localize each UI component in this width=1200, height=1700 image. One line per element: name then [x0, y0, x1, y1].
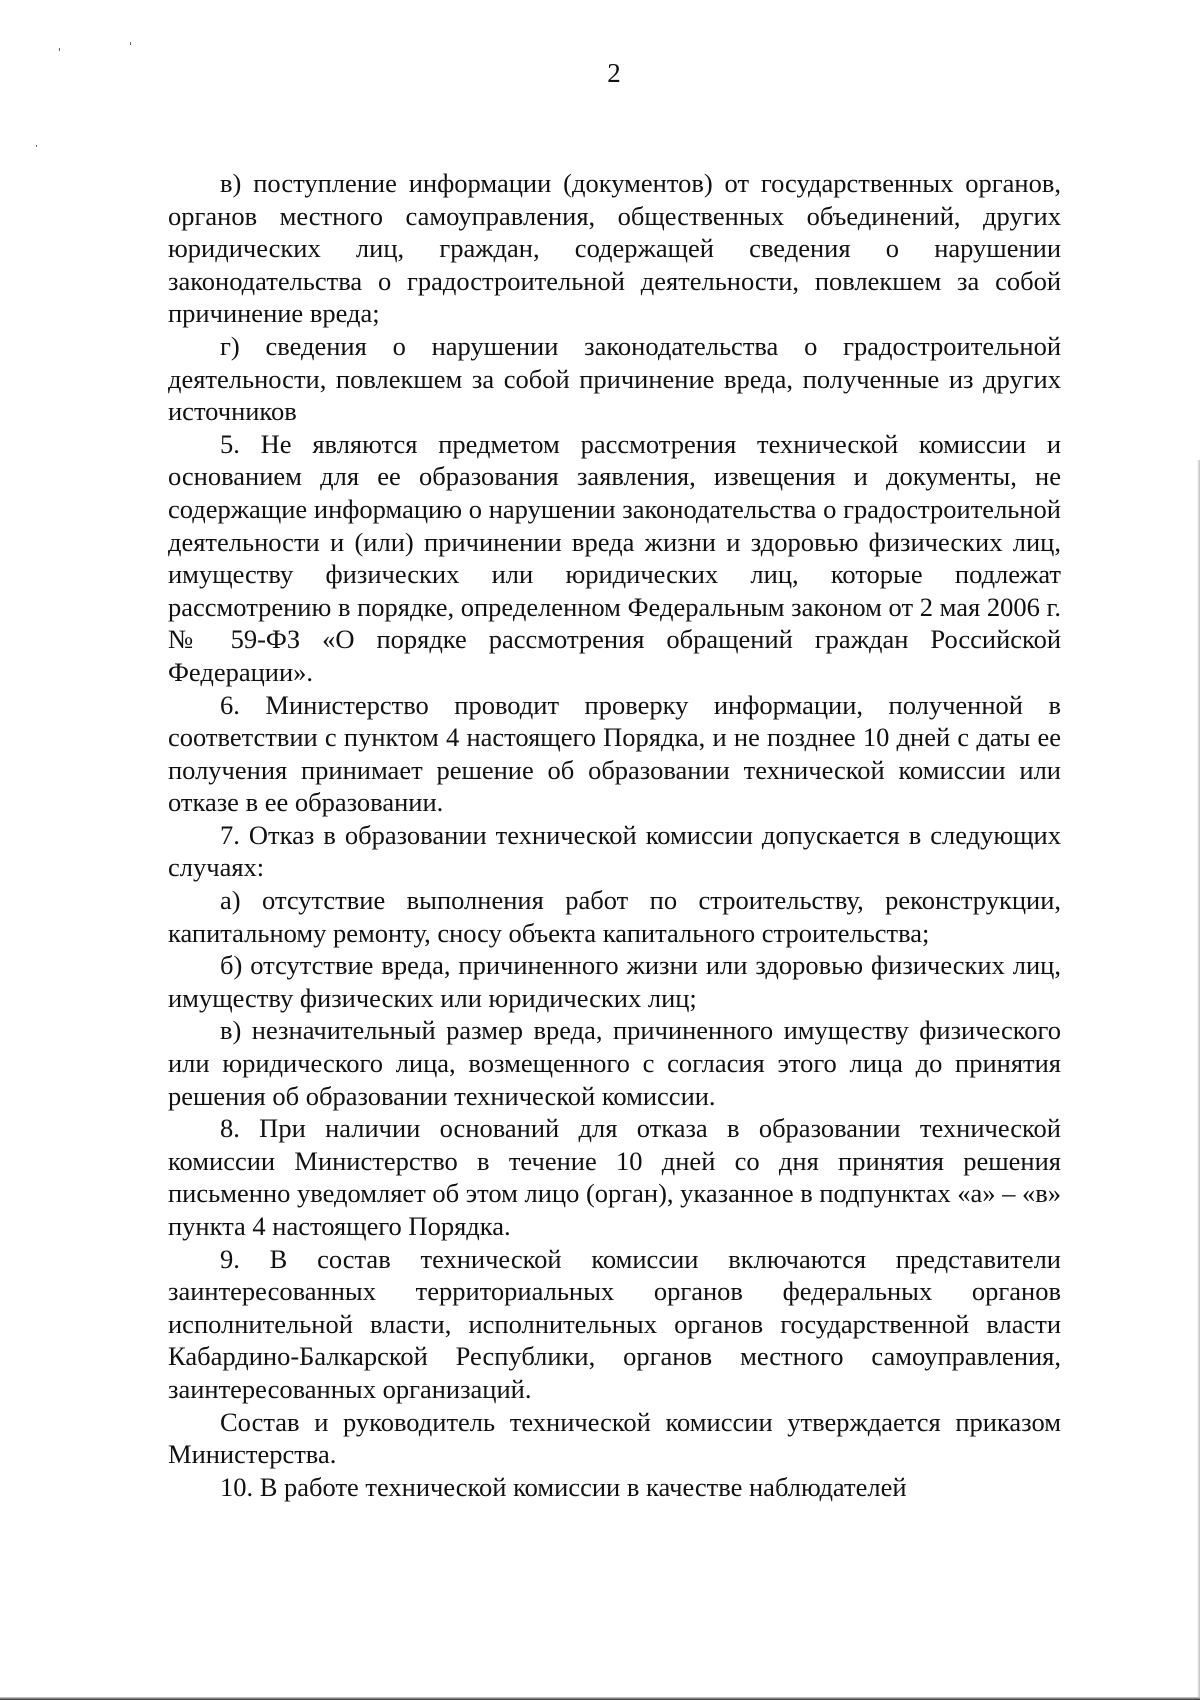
paragraph-4g: г) сведения о нарушении законодательства о градостроительной деятельности, повлекшем за собой причинение вреда, полученные из других источников: [168, 330, 1061, 427]
paragraph-5: 5. Не являются предметом рассмотрения технической комиссии и основанием для ее образования заявления, извещения и документы, не содержащие информацию о нарушении законодательства о градостроительной деятельности и (или) причинении вреда жизни и здоровью физических лиц, имуществу физических или юридических лиц, которые подлежат рассмотрению в порядке, определенном Федеральным законом от 2 мая 2006 г. № 59-ФЗ «О порядке рассмотрения обращений граждан Российской Федерации».: [168, 428, 1061, 687]
page-number: 2: [607, 58, 621, 88]
document-body: [168, 167, 1061, 1503]
scan-speck: [59, 48, 60, 51]
paragraph-7v: в) незначительный размер вреда, причиненного имуществу физического или юридического лица, возмещенного с согласия этого лица до принятия решения об образовании технической комиссии.: [168, 1015, 1061, 1111]
paragraph-7: 7. Отказ в образовании технической комиссии допускается в следующих случаях:: [168, 819, 1061, 883]
paragraph-8: 8. При наличии оснований для отказа в образовании технической комиссии Министерство в течение 10 дней со дня принятия решения письменно уведомляет об этом лицо (орган), указанное в подпунктах «а» – «в» пункта 4 настоящего Порядка.: [168, 1113, 1061, 1241]
paragraph-7b: б) отсутствие вреда, причиненного жизни или здоровью физических лиц, имуществу физических или юридических лиц;: [168, 950, 1061, 1013]
paragraph-4v: в) поступление информации (документов) от государственных органов, органов местного самоуправления, общественных объединений, других юридических лиц, граждан, содержащей сведения о нарушении законодательства о градостроительной деятельности, повлекшем за собой причинение вреда;: [168, 168, 1061, 329]
paragraph-6: 6. Министерство проводит проверку информации, полученной в соответствии с пунктом 4 настоящего Порядка, и не позднее 10 дней с даты ее получения принимает решение об образовании технической комиссии или отказе в ее образовании.: [168, 689, 1061, 818]
paragraph-9: 9. В состав технической комиссии включаются представители заинтересованных территориальных органов федеральных органов исполнительной власти, исполнительных органов государственной власти Кабардино-Балкарской Республики, органов местного самоуправления, заинтересованных организаций.: [168, 1243, 1061, 1404]
scan-speck: [130, 42, 131, 45]
scan-speck: [36, 145, 37, 147]
paragraph-10: 10. В работе технической комиссии в качестве наблюдателей: [220, 1471, 907, 1502]
paragraph-9-composition: Состав и руководитель технической комиссии утверждается приказом Министерства.: [168, 1406, 1061, 1470]
paragraph-7a: а) отсутствие выполнения работ по строительству, реконструкции, капитальному ремонту, сносу объекта капитального строительства;: [168, 885, 1061, 948]
